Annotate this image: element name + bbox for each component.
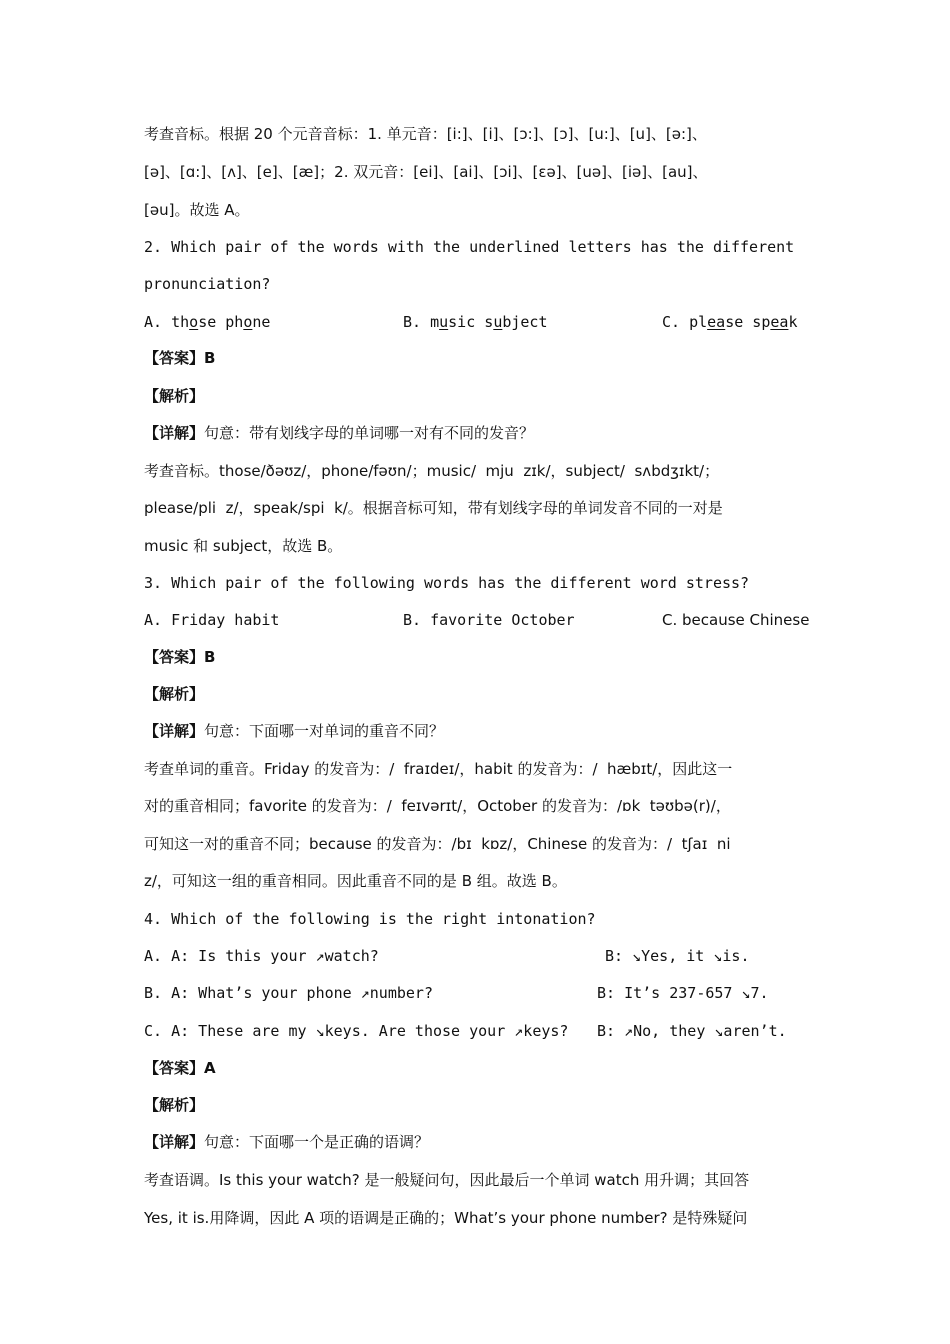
detail-2-line-3: music 和 subject，故选 B。 <box>144 537 343 555</box>
answer-2: 【答案】B <box>144 349 216 367</box>
q3-option-a: A. Friday habit <box>144 611 280 629</box>
answer-4: 【答案】A <box>144 1059 216 1077</box>
detail-4: 【详解】句意：下面哪一个是正确的语调？ <box>144 1133 430 1151</box>
q4-option-a-reply: B: ↘Yes, it ↘is. <box>605 947 750 965</box>
detail-3-line-4: z/，可知这一组的重音相同。因此重音不同的是 B 组。故选 B。 <box>144 872 567 890</box>
analysis-3-heading: 【解析】 <box>144 685 205 703</box>
analysis-4-heading: 【解析】 <box>144 1096 205 1114</box>
question-2-line-1: 2. Which pair of the words with the underlined letters has the different <box>144 238 795 256</box>
detail-3-line-2: 对的重音相同；favorite 的发音为：/ feɪvərɪt/，October 的发音为：/ɒk təʊbə(r)/， <box>144 797 731 815</box>
detail-2-line-1: 考查音标。those/ðəʊz/，phone/fəʊn/；music/ mju zɪk/，subject/ sʌbdʒɪkt/； <box>144 462 720 480</box>
detail-4-line-2: Yes, it is.用降调，因此 A 项的语调是正确的；What’s your phone number? 是特殊疑问 <box>144 1209 748 1227</box>
detail-3-line-3: 可知这一对的重音不同；because 的发音为：/bɪ kɒz/，Chinese 的发音为：/ tʃaɪ ni <box>144 835 731 853</box>
q2-option-b: B. music subject <box>403 313 548 331</box>
q4-option-a-question: A. A: Is this your ↗watch? <box>144 947 379 965</box>
q4-option-b-question: B. A: What’s your phone ↗number? <box>144 984 433 1002</box>
answer-3: 【答案】B <box>144 648 216 666</box>
question-4: 4. Which of the following is the right intonation? <box>144 910 596 928</box>
detail-3-line-1: 考查单词的重音。Friday 的发音为：/ fraɪdeɪ/，habit 的发音为：/ hæbɪt/，因此这一 <box>144 760 733 778</box>
detail-4-line-1: 考查语调。Is this your watch? 是一般疑问句，因此最后一个单词 watch 用升调；其回答 <box>144 1171 750 1189</box>
vowel-line-2: [ə]、[ɑ:]、[ʌ]、[e]、[æ]；2. 双元音：[ei]、[ai]、[ɔi]、[ɛə]、[uə]、[iə]、[au]、 <box>144 163 708 181</box>
q4-option-b-reply: B: It’s 237-657 ↘7. <box>597 984 769 1002</box>
q3-option-b: B. favorite October <box>403 611 575 629</box>
q4-option-c-question: C. A: These are my ↘keys. Are those your ↗keys? <box>144 1022 569 1040</box>
q4-option-c-reply: B: ↗No, they ↘aren’t. <box>597 1022 787 1040</box>
question-3: 3. Which pair of the following words has the different word stress? <box>144 574 750 592</box>
q2-option-c: C. please speak <box>662 313 798 331</box>
detail-3: 【详解】句意：下面哪一对单词的重音不同？ <box>144 722 445 740</box>
vowel-line-1: 考查音标。根据 20 个元音音标：1. 单元音：[i:]、[i]、[ɔ:]、[ɔ]、[u:]、[u]、[ə:]、 <box>144 125 707 143</box>
question-2-line-2: pronunciation? <box>144 275 271 293</box>
detail-2: 【详解】句意：带有划线字母的单词哪一对有不同的发音？ <box>144 424 535 442</box>
detail-2-line-2: please/pli z/，speak/spi k/。根据音标可知，带有划线字母的单词发音不同的一对是 <box>144 499 723 517</box>
vowel-line-3: [əu]。故选 A。 <box>144 201 250 219</box>
analysis-2-heading: 【解析】 <box>144 387 205 405</box>
q2-option-a: A. those phone <box>144 313 271 331</box>
q3-option-c: C. because Chinese <box>662 611 810 629</box>
